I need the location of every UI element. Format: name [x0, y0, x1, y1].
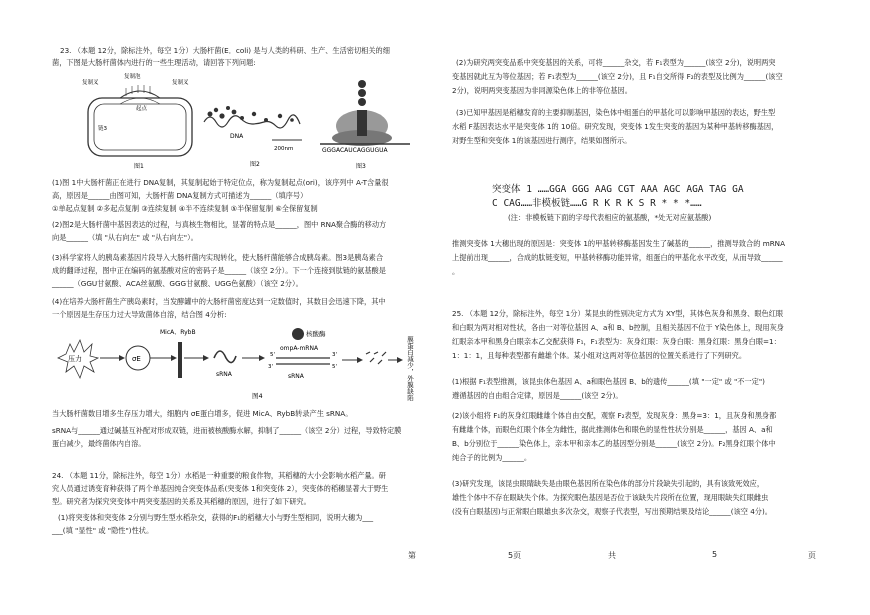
fig3-caption: 图3 [356, 163, 366, 170]
q24-part3-line5: 上提前出现______，合成的肽链变短，甲基转移酶功能异常，组蛋白的甲基化水平改变，从而导致______ [452, 253, 783, 262]
fig4-label-nuclease: 核酸酶 [306, 330, 326, 338]
q25-line3: 红眼亲本甲和黑身白眼亲本乙交配获得 F₁，F₁表型为：灰身红眼：灰身白眼：黑身红眼：黑身白眼=1： [452, 337, 781, 346]
svg-text:3': 3' [332, 352, 338, 358]
footer-page: 5页 [508, 551, 522, 560]
fig1-caption: 图1 [134, 163, 144, 170]
fig1-label-strand: 链3 [98, 126, 107, 132]
q23-part4-line4: sRNA与______通过碱基互补配对形成双链，进而被核酸酶水解，抑制了______（该空 2分）过程，导致特定膜 [52, 426, 402, 435]
fig1-label-fork-right: 复制叉 [172, 80, 189, 86]
q24-intro-line1: 24. （本题 11分，除标注外，每空 1分）水稻是一种重要的粮食作物，其稻穗的大小会影响水稻产量。研 [52, 471, 386, 480]
q25-line2: 和白眼为两对相对性状，各由一对等位基因 A、a和 B、b控制，且相关基因不位于 Y染色体上，现用灰身 [452, 323, 784, 332]
fig4-label-srna2: sRNA [288, 373, 304, 380]
figure-1-dna-replication [80, 70, 202, 170]
fig4-label-stress: 压力 [68, 355, 82, 363]
q25-line5: (1)根据 F₁表型推测，该昆虫体色基因 A、a和眼色基因 B、b的遗传______(填 "一定" 或 "不一定") [452, 377, 765, 386]
q24-part2-line2: 变基因就此互为等位基因；若 F₁表型为______(该空 2分)，且 F₁自交所得 F₂的表型及比例为______(该空 [452, 72, 783, 81]
q25-line12: 雄性个体中不存在眼缺失个体。为探究眼色基因是否位于该缺失片段所在位置，现用眼缺失红眼雌虫 [452, 493, 769, 502]
footer-total: 5 [712, 550, 718, 559]
mutant-sequence-note: (注：非模板链下面的字母代表相应的氨基酸，*处无对应氨基酸) [508, 213, 712, 222]
q24-part3-line3: 对野生型和突变体 1的该基因进行测序，结果如图所示。 [452, 136, 632, 145]
figure-2-gene-expression [202, 92, 312, 170]
fig4-caption: 图4 [252, 392, 263, 400]
figure-4-srna-pathway [52, 322, 432, 402]
svg-text:3': 3' [268, 364, 274, 370]
q23-part3-line3: ______（GGU甘氨酸、ACA丝氨酸、GGG甘氨酸、UGG色氨酸）（该空 2分）。 [52, 279, 303, 288]
fig1-label-bubble: 复制泡 [124, 74, 141, 80]
footer-gong: 共 [608, 551, 616, 560]
gene-block [178, 342, 182, 378]
mutant-sequence-line1: 突变体 1 ……GGA GGG AAG CGT AAA AGC AGA TAG GA [492, 184, 744, 195]
q24-part1-line2: ___(填 "显性" 或 "隐性")性状。 [52, 526, 154, 535]
mutant-sequence-line2: C CAG……非模板链……G R K R K S R * * *…… [492, 198, 702, 209]
q25-line4: 1：1：1，且每种表型都有雌雄个体。某小组对这两对等位基因的位置关系进行了下列研究。 [452, 351, 747, 360]
q23-part4-line5: 蛋白减少，最终菌体内自溶。 [52, 439, 146, 448]
figure-3-translation [310, 70, 420, 170]
q23-part2-line2: 向是______（填 "从右向左" 或 "从右向左"）。 [52, 233, 198, 242]
q24-part2-line3: 2分)，说明两突变基因为非同源染色体上的非等位基因。 [452, 86, 632, 95]
q23-part3-line2: 成的翻译过程，图中正在编码的氨基酸对应的密码子是______（该空 2分）。下一个连接到肽链的氨基酸是 [52, 266, 386, 275]
fig3-sequence: GGGACAUCAGGUGUA [322, 147, 388, 154]
trna [357, 110, 367, 136]
srna-shape [214, 351, 236, 363]
q24-part3-line2: 水稻 F基因表达水平是突变体 1的 10倍。研究发现，突变体 1发生突变的基因为某种甲基转移酶基因， [452, 122, 779, 131]
q23-part4-line1: (4)在培养大肠杆菌生产胰岛素时，当发酵罐中的大肠杆菌密度达到一定数值时，其数目会迅速下降，其中 [52, 297, 386, 306]
svg-text:5': 5' [270, 352, 276, 358]
q24-part1-line1: (1)将突变体和突变体 2分别与野生型水稻杂交，获得的F₁的稻穗大小与野生型相同，说明大穗为___ [58, 513, 374, 522]
q23-part1-line1: (1)图 1中大肠杆菌正在进行 DNA复制，其复制起始于特定位点，称为复制起点(ori)，该序列中 A-T含量很 [52, 178, 389, 187]
fig4-label-ompa: ompA-mRNA [280, 345, 319, 352]
fig4-outcome-vertical [406, 335, 414, 402]
q24-part3-line6: 。 [452, 267, 460, 276]
q25-line1: 25. （本题 12分，除标注外，每空 1分）某昆虫的性别决定方式为 XY型，其体色灰身和黑身、眼色红眼 [452, 309, 784, 318]
nuclease-icon [292, 328, 304, 340]
q23-part1-line2: 高，原因是______由图可知，大肠杆菌 DNA复制方式可描述为______（填序号） [52, 191, 308, 200]
q25-line7: (2)该小组将 F₁的灰身红眼雌雄个体自由交配，观察 F₂表型，发现灰身：黑身=3：1，且灰身和黑身都 [452, 411, 777, 420]
footer-ye: 页 [808, 551, 816, 560]
fig4-label-srna1: sRNA [216, 371, 232, 378]
q23-part3-line1: (3)科学家将人的胰岛素基因片段导入大肠杆菌内实现转化，使大肠杆菌能够合成胰岛素。图3是胰岛素合 [52, 253, 384, 262]
q23-part1-options: ①单起点复制 ②多起点复制 ③连续复制 ④半不连续复制 ⑤半保留复制 ⑥全保留复制 [52, 204, 318, 213]
q24-intro-line3: 型。研究者为探究突变体中两突变基因的关系及其稻穗的原因，进行了如下研究。 [52, 497, 311, 506]
q25-line13: (没有白眼基因)与正常眼白眼雄虫多次杂交，观察子代表型，写出预期结果及结论______(该空 4分)。 [452, 507, 772, 516]
q23-part4-line2: 一个原因是生存压力过大导致菌体自溶，结合图 4分析: [52, 310, 227, 319]
footer-di: 第 [408, 551, 416, 560]
fig4-label-outcome: 膜蛋白减少，外膜缺陷 [406, 336, 414, 401]
q24-part3-line4: 推测突变体 1大穗出现的原因是：突变体 1的甲基转移酶基因发生了碱基的______，推测导致合的 mRNA [452, 239, 785, 248]
fig2-label-dna: DNA [230, 133, 244, 140]
q23-intro-line1: 23. （本题 12分，除标注外，每空 1分）大肠杆菌(E．coli) 是与人类的科研、生产、生活密切相关的细 [60, 46, 390, 55]
q25-line9: B、b分别位于______染色体上，亲本甲和亲本乙的基因型分别是______(该空 2分)。F₂黑身红眼个体中 [452, 439, 776, 448]
q23-intro-line2: 菌，下图是大肠杆菌体内进行的一些生理活动，请回答下列问题: [52, 58, 256, 67]
fig4-label-sigma: σE [132, 355, 141, 363]
q25-line8: 有雌雄个体，而眼色红眼个体全为雌性，据此推测体色和眼色的显性性状分别是______，基因 A、a和 [452, 425, 773, 434]
svg-text:5': 5' [332, 364, 338, 370]
q24-part3-line1: (3)已知甲基因是稻穗发育的主要抑制基因，染色体中组蛋白的甲基化可以影响甲基因的表达，野生型 [456, 108, 776, 117]
q24-part2-line1: (2)为研究两突变品系中突变基因的关系，可将______杂交，若 F₁表型为______(该空 2分)，说明两突 [456, 58, 776, 67]
q25-line11: (3)研究发现，该昆虫眼睛缺失是由眼色基因所在染色体的部分片段缺失引起的，具有该致死效应， [452, 479, 765, 488]
fig1-label-fork-left: 复制叉 [82, 80, 99, 86]
q25-line6: 遵循基因的自由组合定律，原因是______(该空 2分)。 [452, 391, 623, 400]
q23-part2-line1: (2)图2是大肠杆菌中基因表达的过程，与真核生物相比，显著的特点是______，图中 RNA聚合酶的移动方 [52, 220, 387, 229]
q25-line10: 纯合子的比例为______。 [452, 453, 532, 462]
q24-intro-line2: 究人员通过诱变育种获得了两个单基因纯合突变体品系(突变体 1和突变体 2），突变体的稻穗显著大于野生 [52, 484, 389, 493]
q23-part4-line3: 当大肠杆菌数目增多生存压力增大，细胞内 σE蛋白增多，促进 MicA、RybB转录产生 sRNA。 [52, 409, 353, 418]
fig1-label-origin: 起点 [136, 106, 148, 112]
dna-strand [204, 115, 300, 128]
fig2-caption: 图2 [250, 161, 260, 168]
fig2-scale-label: 200nm [274, 146, 294, 152]
fig4-label-mica: MicA、RybB [160, 329, 196, 336]
